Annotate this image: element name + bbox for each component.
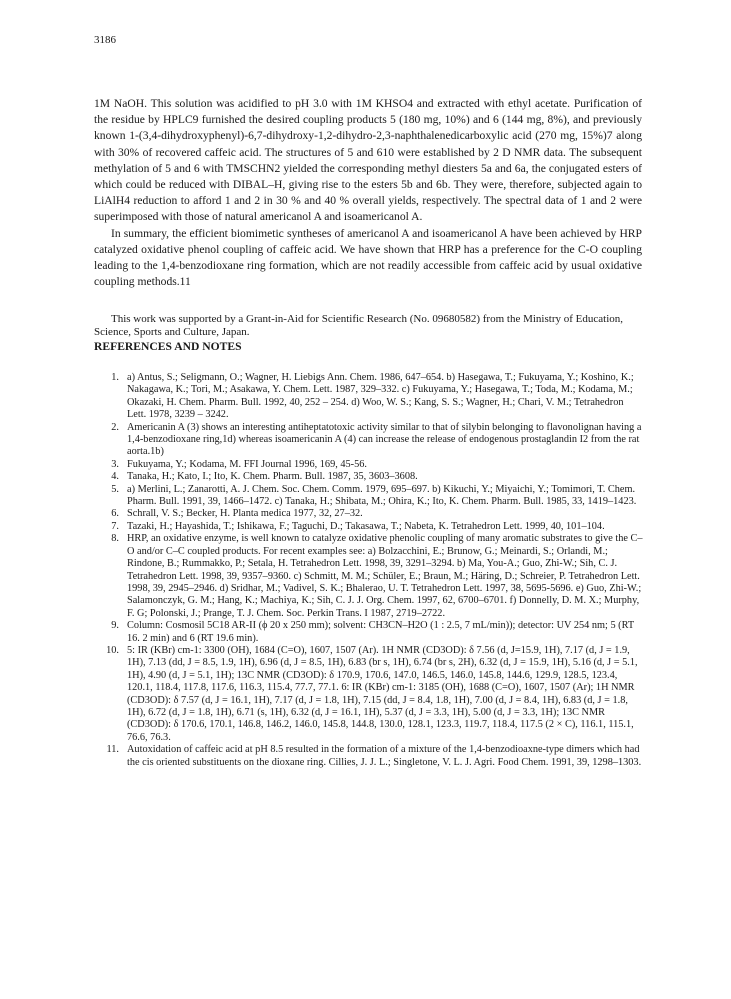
reference-text: a) Merlini, L.; Zanarotti, A. J. Chem. Soc. Chem. Comm. 1979, 695–697. b) Kikuchi, Y.; Miyaichi, Y.; Tomimori, T. Chem. Pharm. Bull. 1991, 39, 1466–1472. c) Tanaka, H.; Shibata, M.; Ohira, K.; Ito, K. Chem. Pharm. Bull. 1985, 33, 1419–1423. [127, 483, 637, 508]
reference-text: HRP, an oxidative enzyme, is well known to catalyze oxidative phenolic coupling of many aromatic substrates to give the C–O and/or C–C coupled products. For recent examples see: a) Bolzacchini, E.; Brunow, G.; Meinardi, S.; Orlandi, M.; Rindone, B.; Rummakko, P.; Setala, H. Tetrahedron Lett. 1998, 39, 3291–3294. b) Ma, You-A.; Guo, Zhi-W.; Sih, C. J. Tetrahedron Lett. 1998, 39, 9357–9360. c) Schmitt, M. M.; Schüler, E.; Braun, M.; Häring, D.; Schreier, P. Tetrahedron Lett. 1998, 39, 2945–2946. d) Sridhar, M.; Vadivel, S. K.; Bhalerao, U. T. Tetrahedron Lett. 1997, 38, 5695-5696. e) Guo, Zhi-W.; Salamonczyk, G. M.; Hang, K.; Machiya, K.; Sih, C. J. J. Org. Chem. 1997, 62, 6700–6701. f) Donnelly, D. M. X.; Murphy, F. G; Polonski, J.; Prange, T. J. Chem. Soc. Perkin Trans. I 1987, 2719–2722. [127, 533, 643, 619]
reference-text: 5: IR (KBr) cm-1: 3300 (OH), 1684 (C=O), 1607, 1507 (Ar). 1H NMR (CD3OD): δ 7.56 (d, J=15.9, 1H), 7.17 (d, J = 1.9, 1H), 7.13 (dd, J = 8.5, 1.9, 1H), 6.96 (d, J = 8.5, 1H), 6.83 (br s, 1H), 6.74 (br s, 2H), 6.32 (d, J = 15.9, 1H), 5.16 (d, J = 5.1, 1H), 4.90 (d, J = 5.1, 1H); 13C NMR (CD3OD): δ 170.9, 170.6, 147.0, 146.5, 146.0, 145.8, 144.6, 129.9, 128.5, 123.4, 120.1, 118.4, 117.8, 117.6, 116.3, 115.4, 77.7, 77.1. 6: IR (KBr) cm-1: 3185 (OH), 1688 (C=O), 1607, 1507 (Ar); 1H NMR (CD3OD): δ 7.57 (d, J = 16.1, 1H), 7.17 (d, J = 1.8, 1H), 7.15 (dd, J = 8.4, 1.8, 1H), 7.00 (d, J = 8.4, 1H), 6.83 (d, J = 1.8, 1H), 6.72 (d, J = 1.8, 1H), 6.71 (s, 1H), 6.32 (d, J = 16.1, 1H), 5.37 (d, J = 3.3, 1H), 5.00 (d, J = 3.3, 1H); 13C NMR (CD3OD): δ 170.6, 170.1, 146.8, 146.2, 146.0, 145.8, 144.8, 130.0, 128.1, 123.3, 119.7, 118.4, 117.5 (2 × C), 116.1, 115.1, 76.6, 76.3. [127, 644, 638, 743]
body-text [94, 96, 642, 290]
reference-item [98, 459, 644, 471]
reference-item [98, 744, 644, 769]
reference-text: Autoxidation of caffeic acid at pH 8.5 resulted in the formation of a mixture of the 1,4-benzodioaxne-type dimers which had the cis oriented substituents on the dioxane ring. Cillies, J. J. L.; Singletone, V. L. J. Agri. Food Chem. 1991, 39, 1298–1303. [127, 744, 642, 768]
references-heading: REFERENCES AND NOTES [94, 340, 242, 353]
reference-item [98, 372, 644, 422]
reference-number: 11. [106, 744, 119, 756]
reference-text: Fukuyama, Y.; Kodama, M. FFI Journal 1996, 169, 45-56. [127, 458, 367, 470]
reference-number: 6. [111, 508, 119, 520]
reference-text: Schrall, V. S.; Becker, H. Planta medica 1977, 32, 27–32. [127, 508, 363, 520]
reference-item [98, 508, 644, 520]
reference-number: 9. [111, 620, 119, 632]
reference-text: Americanin A (3) shows an interesting antiheptatotoxic activity similar to that of silybin belonging to flavonolignan having a 1,4-benzodioxane ring,1d) whereas isoamericanin A (4) can increase the release of endogenous prostaglandin I2 from the rat aorta.1b) [127, 421, 642, 458]
summary-paragraph: In summary, the efficient biomimetic syntheses of americanol A and isoamericanol A have been achieved by HRP catalyzed oxidative phenol coupling of caffeic acid. We have shown that HRP has a preference for the C-O coupling leading to the 1,4-benzodioxane ring formation, which are not readily accessible from caffeic acid by usual oxidative coupling methods.11 [94, 226, 642, 289]
reference-item [98, 645, 644, 744]
reference-number: 1. [111, 372, 119, 383]
reference-number: 7. [111, 520, 119, 532]
reference-text: a) Antus, S.; Seligmann, O.; Wagner, H. Liebigs Ann. Chem. 1986, 647–654. b) Hasegawa, T.; Fukuyama, Y.; Koshino, K.; Nakagawa, K.; Tori, M.; Asakawa, Y. Chem. Lett. 1987, 329–332. c) Fukuyama, Y.; Hasegawa, T.; Toda, M.; Kodama, M.; Okazaki, H. Chem. Pharm. Bull. 1992, 40, 252 – 254. d) Woo, W. S.; Kang, S. S.; Wagner, H.; Chari, V. M.; Tetrahedron Lett. 1978, 3239 – 3242. [127, 372, 634, 421]
reference-text: Tanaka, H.; Kato, I.; Ito, K. Chem. Pharm. Bull. 1987, 35, 3603–3608. [127, 471, 418, 483]
reference-number: 5. [111, 483, 119, 495]
reference-number: 3. [111, 458, 119, 470]
reference-number: 2. [111, 421, 119, 433]
reference-number: 10. [106, 644, 119, 656]
reference-number: 8. [111, 533, 119, 545]
reference-item [98, 471, 644, 483]
reference-item [98, 521, 644, 533]
body-paragraph: 1M NaOH. This solution was acidified to pH 3.0 with 1M KHSO4 and extracted with ethyl acetate. Purification of the residue by HPLC9 furnished the desired coupling products 5 (180 mg, 10%) and 6 (144 mg, 8%), and previously known 1-(3,4-dihydroxyphenyl)-6,7-dihydroxy-1,2-dihydro-2,3-naphthalenedicarboxylic acid (270 mg, 15%)7 along with 30% of recovered caffeic acid. The structures of 5 and 610 were established by 2 D NMR data. The subsequent methylation of 5 and 6 with TMSCHN2 yielded the corresponding methyl diesters 5a and 6a, the conjugated esters of which could be reduced with DIBAL–H, giving rise to the esters 5b and 6b. They were, therefore, subjected again to LiAlH4 reduction to afford 1 and 2 in 30 % and 40 % overall yields, respectively. The spectral data of 1 and 2 were superimposed with those of natural americanol A and isoamericanol A. [94, 97, 642, 224]
reference-item [98, 484, 644, 509]
reference-item [98, 620, 644, 645]
reference-item [98, 533, 644, 620]
page-number: 3186 [94, 34, 116, 46]
references-list [98, 372, 644, 769]
reference-text: Column: Cosmosil 5C18 AR-II (ϕ 20 x 250 mm); solvent: CH3CN–H2O (1 : 2.5, 7 mL/min)); detector: UV 254 nm; 5 (RT 16. 2 min) and 6 (RT 19.6 min). [127, 620, 634, 644]
acknowledgement: This work was supported by a Grant-in-Aid for Scientific Research (No. 09680582) from the Ministry of Education, Science, Sports and Culture, Japan. [94, 313, 623, 339]
reference-text: Tazaki, H.; Hayashida, T.; Ishikawa, F.; Taguchi, D.; Takasawa, T.; Nabeta, K. Tetrahedron Lett. 1999, 40, 101–104. [127, 520, 605, 532]
reference-number: 4. [111, 471, 119, 483]
reference-item [98, 422, 644, 459]
